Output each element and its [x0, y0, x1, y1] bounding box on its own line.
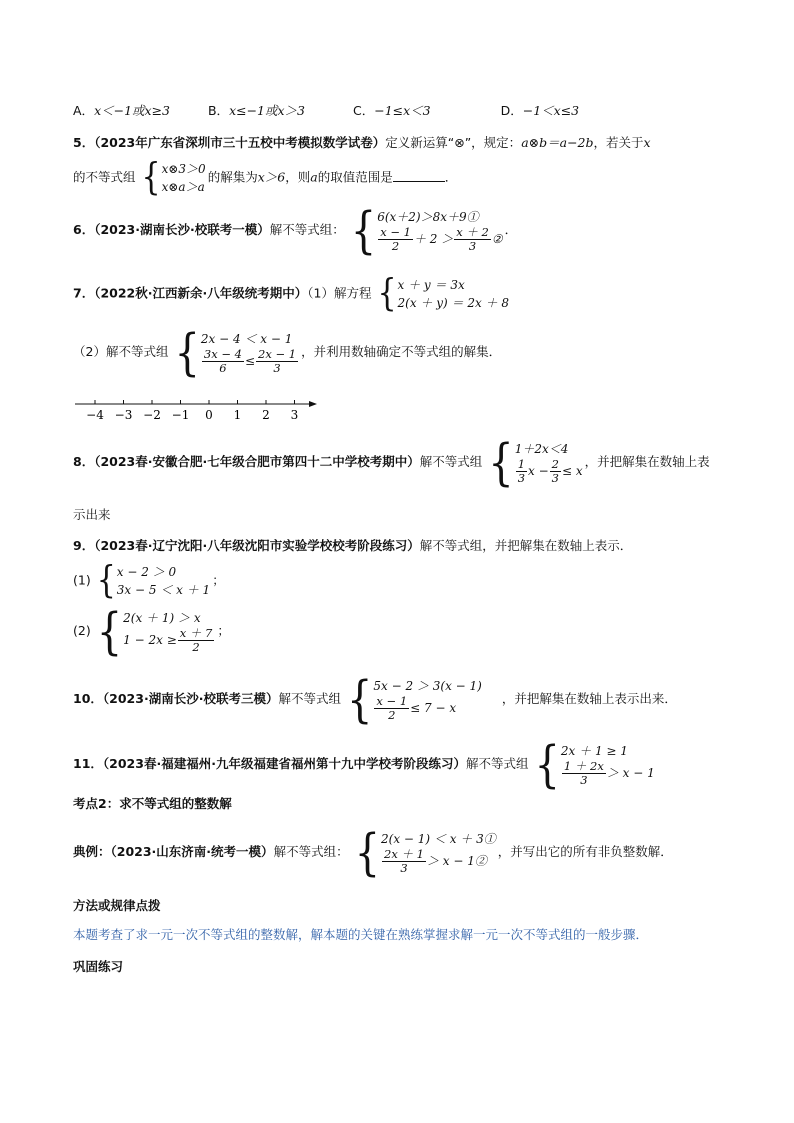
q9-p2-label: (2) [73, 623, 91, 638]
q8-frac1-den: 3 [517, 471, 526, 485]
q6-text: 解不等式组： [269, 222, 345, 237]
number-line-tick-label: 0 [205, 408, 213, 422]
brace-icon: { [346, 670, 373, 729]
q5-sys-row1: x⊗3＞0 [161, 162, 206, 176]
number-line-tick-label: −1 [171, 408, 190, 422]
q8-source: （2023春·安徽合肥·七年级合肥市第四十二中学校考期中） [94, 454, 420, 469]
q11-system [534, 735, 655, 794]
q8-row2-end: ≤ x [562, 464, 583, 478]
q6-system [350, 201, 503, 260]
q7-source: （2022秋·江西新余·八年级统考期中） [94, 285, 308, 301]
q8 [73, 433, 710, 492]
q7-ineq1: 2x − 4 ＜ x − 1 [200, 332, 293, 346]
q5-text1: 定义新运算“⊗”，规定： [385, 135, 522, 150]
q10-source: （2023·湖南长沙·校联考三模） [102, 691, 279, 706]
q5-rule: a⊗b＝a−2b [521, 135, 594, 150]
q6-tag: ② [491, 232, 503, 246]
q10-frac-num: x − 1 [376, 694, 408, 708]
q10-text: 解不等式组 [278, 691, 341, 706]
brace-icon: { [350, 201, 377, 260]
q6 [73, 201, 518, 260]
method-text: 本题考查了求一元一次不等式组的整数解，解本题的关键在熟练掌握求解一元一次不等式组的一般步骤． [73, 927, 649, 942]
arrow-icon [309, 401, 317, 407]
q11-row1: 2x ＋ 1 ≥ 1 [560, 744, 628, 758]
q10-number: 10． [73, 691, 103, 706]
q7-inequality-system [174, 323, 299, 382]
option-d-label: D． [500, 103, 523, 118]
q5-x: x [643, 135, 651, 150]
q7-frac2-den: 3 [273, 361, 281, 375]
q10-end: ，并把解集在数轴上表示出来． [501, 691, 677, 706]
brace-icon: { [488, 433, 514, 492]
q9-number: 9． [73, 538, 95, 553]
number-line-tick-label: 2 [262, 408, 270, 422]
q5-end: ． [444, 169, 458, 185]
q5-line1 [73, 134, 651, 152]
brace-icon: { [354, 823, 381, 882]
q9-part1 [73, 558, 225, 603]
brace-icon: { [141, 155, 161, 200]
q8-frac1-num: 1 [517, 457, 526, 471]
practice-title: 巩固练习 [73, 959, 124, 974]
q5-number: 5． [73, 135, 95, 150]
q11-frac-den: 3 [580, 773, 588, 787]
q6-frac1-den: 2 [391, 239, 400, 253]
q9-p1-label: (1) [73, 572, 91, 588]
q7-op: ≤ [244, 354, 256, 368]
q7-eq1: x ＋ y ＝ 3x [397, 278, 465, 292]
q7-eq2: 2(x ＋ y) ＝ 2x ＋ 8 [397, 296, 510, 310]
option-c-math: −1≤x＜3 [374, 103, 431, 118]
q11-text: 解不等式组 [465, 756, 529, 771]
option-a-label: A． [73, 103, 95, 118]
example-end: ，并写出它的所有非负整数解． [497, 844, 673, 859]
brace-icon: { [96, 558, 116, 603]
example-text: 解不等式组： [273, 844, 349, 859]
q10-row1: 5x − 2 ＞ 3(x − 1) [373, 679, 482, 693]
q6-frac2-num: x ＋ 2 [456, 225, 489, 239]
q9-p1-row1: x − 2 ＞ 0 [116, 565, 177, 579]
q5-a: a [310, 169, 318, 185]
q5-line2-d: 的取值范围是 [317, 169, 393, 185]
q7-part1 [73, 271, 511, 316]
q9-source: （2023春·辽宁沈阳·八年级沈阳市实验学校校考阶段练习） [94, 538, 420, 553]
q9-p2-system [96, 602, 216, 661]
section-heading: 考点2：求不等式组的整数解 [73, 796, 232, 811]
q11-row2-end: ＞ x − 1 [606, 766, 655, 780]
q6-number: 6． [73, 222, 95, 237]
q9-p2-row1: 2(x ＋ 1) ＞ x [123, 611, 201, 625]
option-d-math: −1＜x≤3 [522, 103, 580, 118]
example-row2-end: ＞ x − 1② [426, 854, 487, 868]
q8-line2 [73, 506, 111, 524]
number-line-tick-label: 1 [233, 408, 242, 422]
q6-source: （2023·湖南长沙·校联考一模） [94, 222, 270, 237]
brace-icon: { [377, 271, 397, 316]
q9-p1-system [96, 558, 211, 603]
q7-equation-system [377, 271, 510, 316]
q5-sys-row2: x⊗a＞a [161, 180, 205, 194]
q8-frac2-den: 3 [551, 471, 559, 485]
q7-part2-end: ，并利用数轴确定不等式组的解集． [301, 344, 502, 359]
q9-part2 [73, 602, 230, 661]
q11-number: 11． [73, 756, 103, 771]
example-row1: 2(x − 1) ＜ x ＋ 3① [381, 832, 496, 846]
q8-number: 8． [73, 454, 95, 469]
number-line-tick-label: −4 [86, 408, 104, 422]
q5-solution: x＞6 [257, 169, 286, 185]
q6-frac2-den: 3 [468, 239, 477, 253]
q5-source: （2023年广东省深圳市三十五校中考模拟数学试卷） [94, 135, 386, 150]
q6-row1: 6(x＋2)＞8x＋9① [377, 210, 479, 224]
q5-system [141, 155, 206, 200]
q8-end1: ，并把解集在数轴上表 [584, 454, 710, 469]
option-c-label: C． [352, 103, 375, 118]
q7-frac2-num: 2x − 1 [258, 347, 297, 361]
q8-text: 解不等式组 [419, 454, 483, 469]
q9-p1-row2: 3x − 5 ＜ x ＋ 1 [116, 583, 211, 597]
q9 [73, 537, 632, 555]
q4-options [73, 102, 579, 120]
brace-icon: { [96, 602, 123, 661]
answer-blank [393, 169, 445, 182]
q10-system [346, 670, 482, 729]
q7-part2 [73, 323, 502, 382]
q10-frac-den: 2 [388, 708, 396, 722]
example-label: 典例： [73, 844, 111, 859]
q11 [73, 735, 657, 794]
q9-p2-row2a: 1 − 2x ≥ [123, 633, 177, 647]
example-frac-den: 3 [400, 861, 408, 875]
number-line-tick-label: 3 [290, 408, 299, 422]
option-a-math: x＜−1或x≥3 [94, 103, 171, 118]
number-line-tick-label: −3 [114, 408, 133, 422]
q7-frac1-den: 6 [219, 361, 227, 375]
q5-line2-a: 的不等式组 [73, 169, 136, 185]
q8-end2: 示出来 [73, 507, 111, 522]
example [73, 823, 673, 882]
brace-icon: { [534, 735, 560, 794]
q5-line2-b: 的解集为 [207, 169, 258, 185]
example-frac-num: 2x ＋ 1 [384, 847, 424, 861]
q7-part2-text: （2）解不等式组 [73, 344, 169, 359]
q7-part1-text: （1）解方程 [307, 285, 372, 301]
q10-row2-end: ≤ 7 − x [410, 701, 457, 715]
q6-row2-mid: ＋ 2 ＞ [413, 232, 454, 246]
q8-row1: 1＋2x＜4 [514, 442, 569, 456]
q9-text: 解不等式组，并把解集在数轴上表示． [419, 538, 633, 553]
q8-system [488, 433, 583, 492]
method-title: 方法或规律点拨 [73, 898, 161, 913]
brace-icon: { [174, 323, 200, 382]
q7-frac1-num: 3x − 4 [203, 347, 242, 361]
q9-p2-end: ； [217, 623, 230, 638]
q8-frac2-num: 2 [551, 457, 559, 471]
option-b-math: x≤−1或x＞3 [229, 103, 306, 118]
example-source: （2023·山东济南·统考一模） [110, 844, 274, 859]
q9-p1-end: ； [212, 572, 225, 588]
q9-p2-frac-den: 2 [192, 640, 200, 654]
q10 [73, 670, 677, 729]
q5-text2: ，若关于 [593, 135, 644, 150]
q8-row2-mid: x − [528, 464, 549, 478]
q5-line2 [73, 155, 458, 200]
q11-source: （2023春·福建福州·九年级福建省福州第十九中学校考阶段练习） [102, 756, 466, 771]
number-line [73, 394, 323, 424]
q6-end: ． [504, 222, 518, 237]
number-line-tick-label: −2 [143, 408, 161, 422]
option-b-label: B． [207, 103, 230, 118]
q9-p2-frac-num: x ＋ 7 [179, 626, 213, 640]
q7-number: 7． [73, 285, 95, 301]
example-system [354, 823, 496, 882]
q11-frac-num: 1 ＋ 2x [563, 759, 604, 773]
q5-line2-c: ，则 [285, 169, 311, 185]
q6-frac1-num: x − 1 [380, 225, 411, 239]
